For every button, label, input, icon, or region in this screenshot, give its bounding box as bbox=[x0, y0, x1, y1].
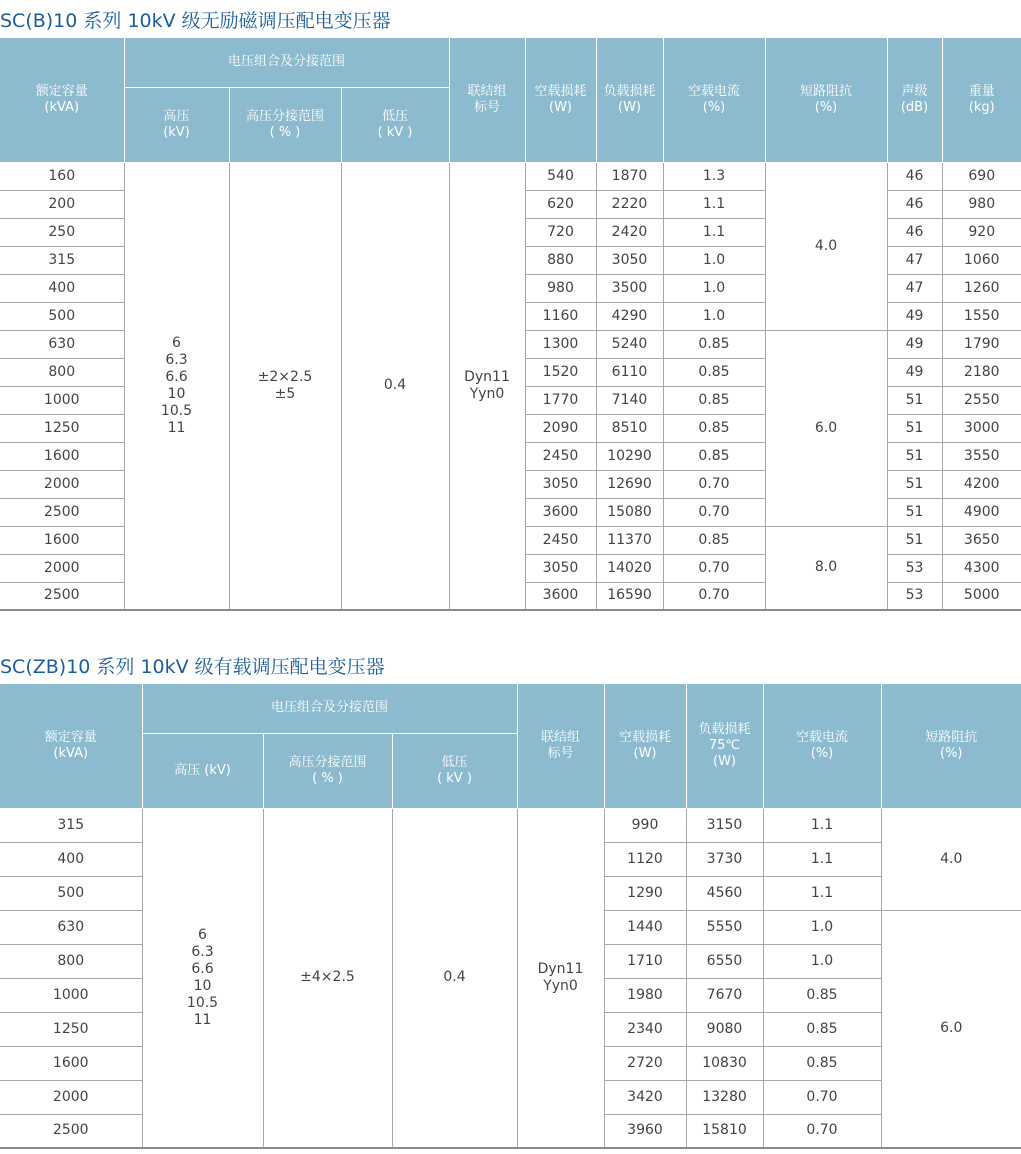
capacity-cell: 1000 bbox=[0, 386, 124, 414]
capacity-cell: 2500 bbox=[0, 1114, 142, 1148]
sound-level-cell: 51 bbox=[887, 526, 942, 554]
capacity-cell: 1600 bbox=[0, 526, 124, 554]
capacity-cell: 2500 bbox=[0, 582, 124, 610]
noload-current-cell: 0.70 bbox=[763, 1080, 881, 1114]
noload-loss-cell: 1300 bbox=[525, 330, 596, 358]
lv-value-cell: 0.4 bbox=[341, 162, 449, 610]
sound-level-cell: 51 bbox=[887, 498, 942, 526]
header-impedance: 短路阻抗 (%) bbox=[881, 684, 1021, 808]
noload-loss-cell: 3050 bbox=[525, 554, 596, 582]
capacity-cell: 500 bbox=[0, 876, 142, 910]
noload-current-cell: 1.0 bbox=[763, 910, 881, 944]
noload-loss-cell: 3050 bbox=[525, 470, 596, 498]
noload-current-cell: 0.85 bbox=[663, 386, 765, 414]
tap-range-cell: ±2×2.5 ±5 bbox=[229, 162, 341, 610]
noload-current-cell: 0.85 bbox=[763, 1012, 881, 1046]
load-loss-cell: 14020 bbox=[596, 554, 663, 582]
noload-loss-cell: 3960 bbox=[604, 1114, 686, 1148]
noload-loss-cell: 1290 bbox=[604, 876, 686, 910]
capacity-cell: 2500 bbox=[0, 498, 124, 526]
capacity-cell: 2000 bbox=[0, 554, 124, 582]
load-loss-cell: 16590 bbox=[596, 582, 663, 610]
noload-loss-cell: 1120 bbox=[604, 842, 686, 876]
weight-cell: 1790 bbox=[942, 330, 1021, 358]
load-loss-cell: 10830 bbox=[686, 1046, 763, 1080]
capacity-cell: 500 bbox=[0, 302, 124, 330]
header-tap-range: 高压分接范围 ( % ) bbox=[263, 733, 392, 808]
header-load-loss: 负载损耗 75℃ (W) bbox=[686, 684, 763, 808]
noload-current-cell: 0.85 bbox=[763, 978, 881, 1012]
load-loss-cell: 12690 bbox=[596, 470, 663, 498]
capacity-cell: 800 bbox=[0, 944, 142, 978]
noload-loss-cell: 620 bbox=[525, 190, 596, 218]
load-loss-cell: 9080 bbox=[686, 1012, 763, 1046]
capacity-cell: 1600 bbox=[0, 1046, 142, 1080]
header-weight: 重量 (kg) bbox=[942, 38, 1021, 162]
load-loss-cell: 6550 bbox=[686, 944, 763, 978]
noload-loss-cell: 1980 bbox=[604, 978, 686, 1012]
weight-cell: 3000 bbox=[942, 414, 1021, 442]
hv-values-cell: 6 6.3 6.6 10 10.5 11 bbox=[142, 808, 263, 1148]
sound-level-cell: 47 bbox=[887, 246, 942, 274]
header-hv: 高压 (kV) bbox=[124, 87, 229, 162]
load-loss-cell: 1870 bbox=[596, 162, 663, 190]
noload-loss-cell: 1160 bbox=[525, 302, 596, 330]
weight-cell: 4900 bbox=[942, 498, 1021, 526]
scb10-spec-table bbox=[0, 38, 1021, 611]
noload-current-cell: 1.0 bbox=[663, 246, 765, 274]
header-capacity: 额定容量 (kVA) bbox=[0, 684, 142, 808]
impedance-cell: 8.0 bbox=[765, 526, 887, 610]
capacity-cell: 200 bbox=[0, 190, 124, 218]
noload-current-cell: 0.85 bbox=[663, 358, 765, 386]
sound-level-cell: 47 bbox=[887, 274, 942, 302]
weight-cell: 4200 bbox=[942, 470, 1021, 498]
capacity-cell: 250 bbox=[0, 218, 124, 246]
header-noload-current: 空载电流 (%) bbox=[663, 38, 765, 162]
load-loss-cell: 4290 bbox=[596, 302, 663, 330]
header-voltage-group: 电压组合及分接范围 bbox=[124, 38, 449, 87]
capacity-cell: 1600 bbox=[0, 442, 124, 470]
noload-loss-cell: 980 bbox=[525, 274, 596, 302]
impedance-cell: 6.0 bbox=[881, 910, 1021, 1148]
load-loss-cell: 10290 bbox=[596, 442, 663, 470]
noload-loss-cell: 2340 bbox=[604, 1012, 686, 1046]
weight-cell: 690 bbox=[942, 162, 1021, 190]
capacity-cell: 2000 bbox=[0, 1080, 142, 1114]
noload-current-cell: 0.70 bbox=[663, 498, 765, 526]
noload-current-cell: 0.70 bbox=[763, 1114, 881, 1148]
load-loss-cell: 15080 bbox=[596, 498, 663, 526]
sound-level-cell: 51 bbox=[887, 442, 942, 470]
hv-values-cell: 6 6.3 6.6 10 10.5 11 bbox=[124, 162, 229, 610]
noload-loss-cell: 2450 bbox=[525, 442, 596, 470]
load-loss-cell: 8510 bbox=[596, 414, 663, 442]
weight-cell: 3550 bbox=[942, 442, 1021, 470]
noload-loss-cell: 3420 bbox=[604, 1080, 686, 1114]
sound-level-cell: 46 bbox=[887, 162, 942, 190]
header-sound-level: 声级 (dB) bbox=[887, 38, 942, 162]
noload-current-cell: 0.70 bbox=[663, 470, 765, 498]
impedance-cell: 4.0 bbox=[881, 808, 1021, 910]
load-loss-cell: 4560 bbox=[686, 876, 763, 910]
noload-current-cell: 0.85 bbox=[663, 442, 765, 470]
noload-current-cell: 0.85 bbox=[663, 526, 765, 554]
noload-current-cell: 1.1 bbox=[663, 218, 765, 246]
noload-loss-cell: 1520 bbox=[525, 358, 596, 386]
header-tap-range: 高压分接范围 ( % ) bbox=[229, 87, 341, 162]
noload-loss-cell: 1710 bbox=[604, 944, 686, 978]
noload-current-cell: 1.1 bbox=[763, 842, 881, 876]
table-row bbox=[0, 162, 1021, 190]
capacity-cell: 630 bbox=[0, 910, 142, 944]
connection-cell: Dyn11 Yyn0 bbox=[517, 808, 604, 1148]
load-loss-cell: 3150 bbox=[686, 808, 763, 842]
header-noload-loss: 空载损耗 (W) bbox=[525, 38, 596, 162]
header-lv: 低压 ( kV ) bbox=[392, 733, 517, 808]
load-loss-cell: 15810 bbox=[686, 1114, 763, 1148]
header-voltage-group: 电压组合及分接范围 bbox=[142, 684, 517, 733]
capacity-cell: 2000 bbox=[0, 470, 124, 498]
connection-cell: Dyn11 Yyn0 bbox=[449, 162, 525, 610]
weight-cell: 3650 bbox=[942, 526, 1021, 554]
sczb10-spec-table bbox=[0, 684, 1021, 1149]
noload-loss-cell: 3600 bbox=[525, 582, 596, 610]
sound-level-cell: 46 bbox=[887, 190, 942, 218]
noload-current-cell: 1.0 bbox=[663, 274, 765, 302]
header-noload-current: 空载电流 (%) bbox=[763, 684, 881, 808]
capacity-cell: 315 bbox=[0, 808, 142, 842]
capacity-cell: 630 bbox=[0, 330, 124, 358]
header-load-loss: 负载损耗 (W) bbox=[596, 38, 663, 162]
noload-current-cell: 1.1 bbox=[763, 876, 881, 910]
load-loss-cell: 5240 bbox=[596, 330, 663, 358]
header-hv: 高压 (kV) bbox=[142, 733, 263, 808]
lv-value-cell: 0.4 bbox=[392, 808, 517, 1148]
noload-loss-cell: 990 bbox=[604, 808, 686, 842]
sound-level-cell: 51 bbox=[887, 414, 942, 442]
weight-cell: 1060 bbox=[942, 246, 1021, 274]
weight-cell: 4300 bbox=[942, 554, 1021, 582]
load-loss-cell: 3500 bbox=[596, 274, 663, 302]
capacity-cell: 1000 bbox=[0, 978, 142, 1012]
capacity-cell: 1250 bbox=[0, 414, 124, 442]
capacity-cell: 315 bbox=[0, 246, 124, 274]
sound-level-cell: 49 bbox=[887, 302, 942, 330]
noload-loss-cell: 1440 bbox=[604, 910, 686, 944]
load-loss-cell: 3050 bbox=[596, 246, 663, 274]
noload-loss-cell: 2090 bbox=[525, 414, 596, 442]
sound-level-cell: 49 bbox=[887, 330, 942, 358]
weight-cell: 1550 bbox=[942, 302, 1021, 330]
sound-level-cell: 53 bbox=[887, 582, 942, 610]
header-capacity: 额定容量 (kVA) bbox=[0, 38, 124, 162]
table1-title: SC(B)10 系列 10kV 级无励磁调压配电变压器 bbox=[0, 10, 391, 32]
table-row bbox=[0, 808, 1021, 842]
tap-range-cell: ±4×2.5 bbox=[263, 808, 392, 1148]
sound-level-cell: 46 bbox=[887, 218, 942, 246]
header-lv: 低压 ( kV ) bbox=[341, 87, 449, 162]
sound-level-cell: 51 bbox=[887, 386, 942, 414]
capacity-cell: 1250 bbox=[0, 1012, 142, 1046]
noload-loss-cell: 720 bbox=[525, 218, 596, 246]
noload-current-cell: 0.85 bbox=[663, 414, 765, 442]
header-noload-loss: 空载损耗 (W) bbox=[604, 684, 686, 808]
load-loss-cell: 3730 bbox=[686, 842, 763, 876]
table2-title: SC(ZB)10 系列 10kV 级有载调压配电变压器 bbox=[0, 656, 385, 678]
load-loss-cell: 11370 bbox=[596, 526, 663, 554]
load-loss-cell: 2220 bbox=[596, 190, 663, 218]
noload-loss-cell: 880 bbox=[525, 246, 596, 274]
sound-level-cell: 51 bbox=[887, 470, 942, 498]
noload-current-cell: 0.85 bbox=[763, 1046, 881, 1080]
noload-current-cell: 1.0 bbox=[763, 944, 881, 978]
header-connection: 联结组 标号 bbox=[449, 38, 525, 162]
load-loss-cell: 7670 bbox=[686, 978, 763, 1012]
weight-cell: 2180 bbox=[942, 358, 1021, 386]
load-loss-cell: 13280 bbox=[686, 1080, 763, 1114]
weight-cell: 5000 bbox=[942, 582, 1021, 610]
weight-cell: 980 bbox=[942, 190, 1021, 218]
noload-loss-cell: 2720 bbox=[604, 1046, 686, 1080]
load-loss-cell: 7140 bbox=[596, 386, 663, 414]
noload-current-cell: 1.0 bbox=[663, 302, 765, 330]
capacity-cell: 400 bbox=[0, 842, 142, 876]
load-loss-cell: 5550 bbox=[686, 910, 763, 944]
capacity-cell: 800 bbox=[0, 358, 124, 386]
weight-cell: 920 bbox=[942, 218, 1021, 246]
noload-loss-cell: 3600 bbox=[525, 498, 596, 526]
noload-loss-cell: 2450 bbox=[525, 526, 596, 554]
header-connection: 联结组 标号 bbox=[517, 684, 604, 808]
noload-loss-cell: 540 bbox=[525, 162, 596, 190]
noload-current-cell: 0.70 bbox=[663, 582, 765, 610]
header-impedance: 短路阻抗 (%) bbox=[765, 38, 887, 162]
sound-level-cell: 53 bbox=[887, 554, 942, 582]
noload-current-cell: 1.3 bbox=[663, 162, 765, 190]
noload-current-cell: 1.1 bbox=[663, 190, 765, 218]
sound-level-cell: 49 bbox=[887, 358, 942, 386]
load-loss-cell: 2420 bbox=[596, 218, 663, 246]
impedance-cell: 4.0 bbox=[765, 162, 887, 330]
capacity-cell: 400 bbox=[0, 274, 124, 302]
load-loss-cell: 6110 bbox=[596, 358, 663, 386]
weight-cell: 2550 bbox=[942, 386, 1021, 414]
noload-current-cell: 0.85 bbox=[663, 330, 765, 358]
noload-current-cell: 1.1 bbox=[763, 808, 881, 842]
capacity-cell: 160 bbox=[0, 162, 124, 190]
impedance-cell: 6.0 bbox=[765, 330, 887, 526]
noload-current-cell: 0.70 bbox=[663, 554, 765, 582]
noload-loss-cell: 1770 bbox=[525, 386, 596, 414]
weight-cell: 1260 bbox=[942, 274, 1021, 302]
